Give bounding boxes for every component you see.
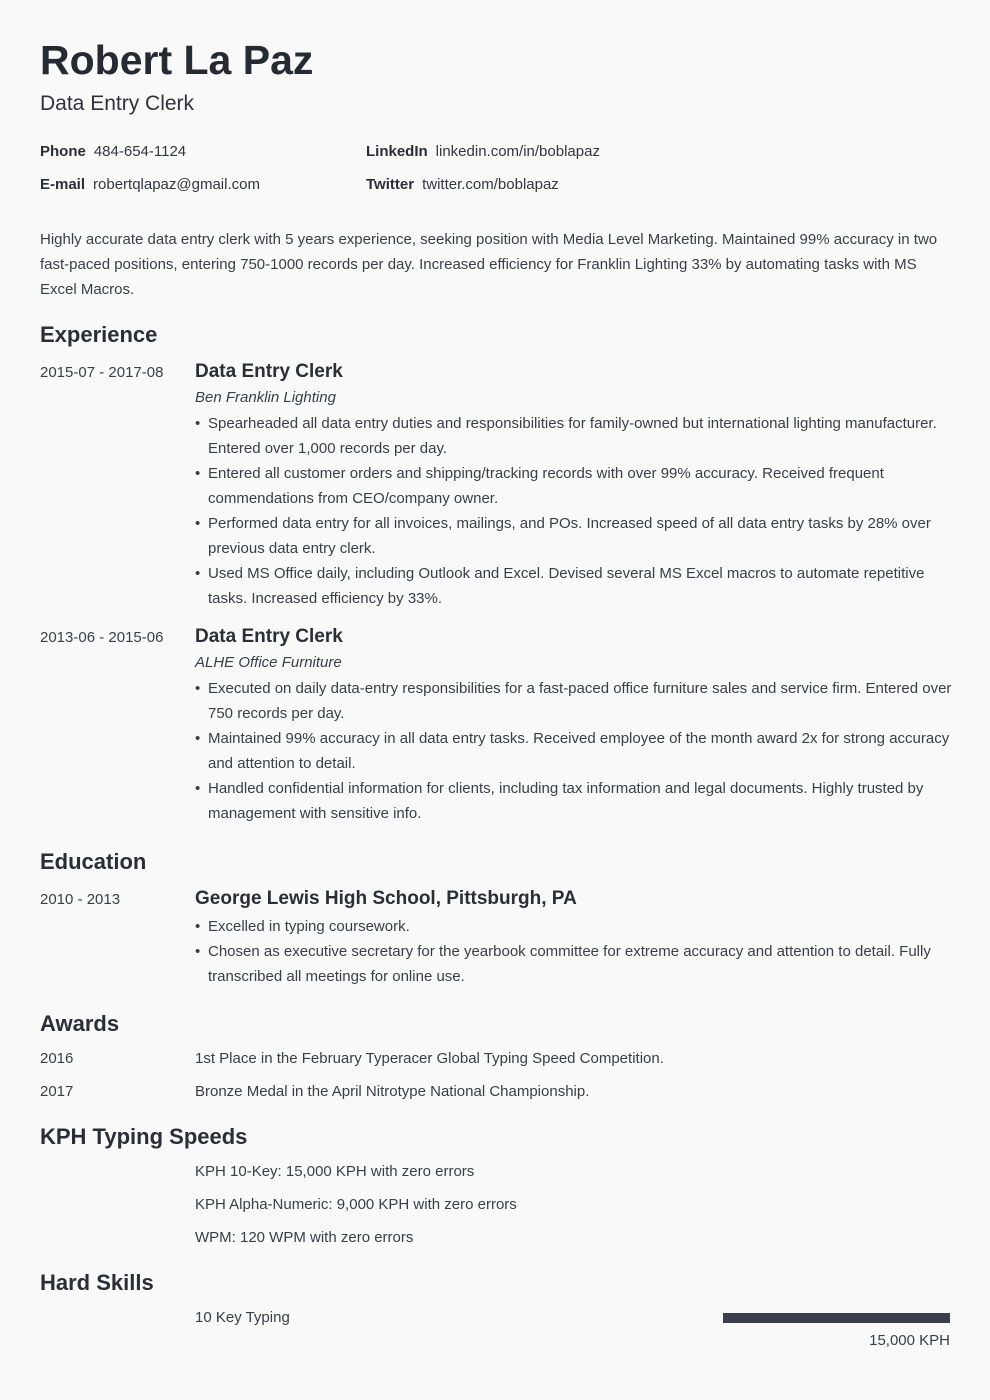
linkedin-label: LinkedIn	[366, 143, 428, 160]
summary-paragraph: Highly accurate data entry clerk with 5 years experience, seeking position with Media Level Marketing. Maintained 99% accuracy in two fast-paced positions, entering 750-1000 records per day. Increased efficiency for Franklin Lighting 33% by automating tasks with MS Excel Macros.	[40, 231, 938, 298]
twitter-link[interactable]: twitter.com/boblapaz	[422, 176, 559, 193]
email-link[interactable]: robertqlapaz@gmail.com	[93, 176, 260, 193]
job-2-bullets	[195, 676, 952, 826]
contact-phone	[40, 142, 186, 162]
skill-1-level: 15,000 KPH	[869, 1332, 950, 1349]
phone-value: 484-654-1124	[93, 143, 187, 160]
job-1	[195, 360, 952, 611]
candidate-title: Data Entry Clerk	[40, 92, 195, 115]
list-item: • Performed data entry for all invoices, mailings, and POs. Increased speed of all data entry tasks by 28% over previous data entry clerk.	[195, 511, 952, 561]
contact-email	[40, 175, 260, 195]
job-2-title: Data Entry Clerk	[195, 626, 343, 647]
job-2-company: ALHE Office Furniture	[195, 654, 342, 671]
list-item: • Entered all customer orders and shipping/tracking records with over 99% accuracy. Received frequent commendations from CEO/company owner.	[195, 461, 952, 511]
job-1-company: Ben Franklin Lighting	[195, 389, 336, 406]
job-1-title: Data Entry Clerk	[195, 361, 343, 382]
education-bullets	[195, 914, 952, 989]
candidate-name: Robert La Paz	[40, 37, 314, 83]
typing-item-3: WPM: 120 WPM with zero errors	[195, 1229, 414, 1246]
contact-linkedin	[366, 142, 600, 162]
award-1-year: 2016	[40, 1050, 74, 1067]
contact-twitter	[366, 175, 559, 195]
education-dates: 2010 - 2013	[40, 891, 121, 908]
experience-heading: Experience	[40, 322, 158, 347]
skill-1-name: 10 Key Typing	[195, 1309, 290, 1326]
skill-1-level-bar	[723, 1313, 950, 1323]
linkedin-link[interactable]: linkedin.com/in/boblapaz	[435, 143, 600, 160]
list-item: • Handled confidential information for clients, including tax information and legal documents. Highly trusted by management with sensitive info.	[195, 776, 952, 826]
education-school: George Lewis High School, Pittsburgh, PA	[195, 888, 577, 909]
twitter-label: Twitter	[366, 176, 415, 193]
awards-heading: Awards	[40, 1011, 120, 1036]
education-heading: Education	[40, 849, 147, 874]
education-entry	[195, 887, 952, 989]
list-item: • Maintained 99% accuracy in all data entry tasks. Received employee of the month award 2x for strong accuracy and attention to detail.	[195, 726, 952, 776]
typing-item-1: KPH 10-Key: 15,000 KPH with zero errors	[195, 1163, 475, 1180]
job-2	[195, 625, 952, 826]
skills-heading: Hard Skills	[40, 1270, 154, 1295]
award-1-text: 1st Place in the February Typeracer Global Typing Speed Competition.	[195, 1050, 664, 1067]
job-1-dates: 2015-07 - 2017-08	[40, 364, 164, 381]
award-2-year: 2017	[40, 1083, 74, 1100]
list-item: • Executed on daily data-entry responsibilities for a fast-paced office furniture sales and service firm. Entered over 750 records per day.	[195, 676, 952, 726]
phone-label: Phone	[40, 143, 86, 160]
job-2-dates: 2013-06 - 2015-06	[40, 629, 164, 646]
typing-heading: KPH Typing Speeds	[40, 1124, 248, 1149]
job-1-bullets	[195, 411, 952, 611]
typing-item-2: KPH Alpha-Numeric: 9,000 KPH with zero errors	[195, 1196, 517, 1213]
award-2-text: Bronze Medal in the April Nitrotype National Championship.	[195, 1083, 590, 1100]
list-item: • Used MS Office daily, including Outlook and Excel. Devised several MS Excel macros to automate repetitive tasks. Increased efficiency by 33%.	[195, 561, 952, 611]
list-item: • Spearheaded all data entry duties and responsibilities for family-owned but international lighting manufacturer. Entered over 1,000 records per day.	[195, 411, 952, 461]
email-label: E-mail	[40, 176, 86, 193]
list-item: • Chosen as executive secretary for the yearbook committee for extreme accuracy and attention to detail. Fully transcribed all meetings for online use.	[195, 939, 952, 989]
list-item: • Excelled in typing coursework.	[195, 914, 952, 939]
